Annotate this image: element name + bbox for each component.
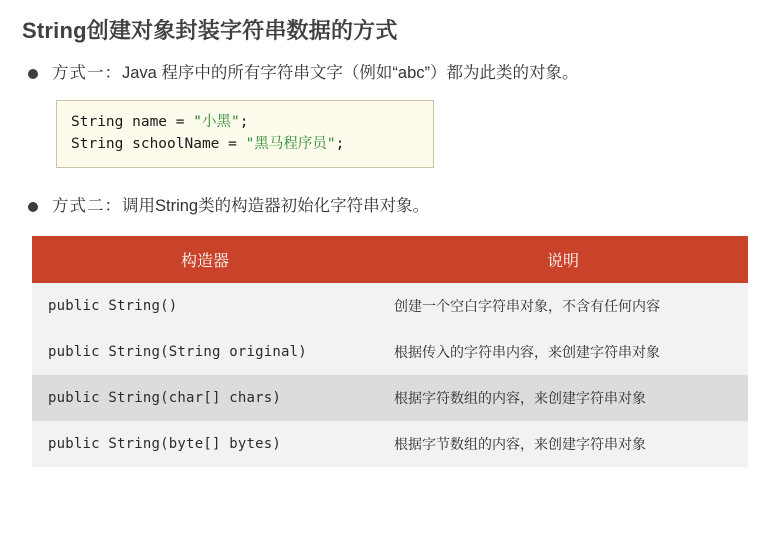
table-row [32,421,748,467]
code-line-1-pre: String name = [71,113,194,130]
code-line-2 [71,133,421,155]
table-header-constructor: 构造器 [32,236,378,283]
table-row [32,375,748,421]
bullet-item-1-text [52,61,579,86]
table-cell-constructor: public String(String original) [32,329,378,375]
constructor-table [32,236,748,467]
table-cell-description: 根据传入的字符串内容，来创建字符串对象 [378,329,748,375]
bullet-item-2-text [52,194,429,219]
table-cell-constructor: public String(byte[] bytes) [32,421,378,467]
table-head [32,236,748,283]
code-snippet-box [56,100,434,168]
section-spacer [22,168,738,194]
page-title: String创建对象封装字符串数据的方式 [22,18,398,43]
code-line-1-post: ; [239,113,249,130]
bullet-item-2 [22,194,738,219]
table-body [32,283,748,467]
bullet-dot-icon [28,202,38,212]
bullet-item-1-label: 方式一： [52,64,122,82]
table-cell-description: 根据字节数组的内容，来创建字符串对象 [378,421,748,467]
bullet-item-2-body: 调用String类的构造器初始化字符串对象。 [122,196,430,215]
bullet-item-1-body: Java 程序中的所有字符串文字（例如“abc”）都为此类的对象。 [122,64,579,82]
code-line-1 [71,111,421,133]
code-line-1-string: "小黑" [193,113,240,130]
code-line-2-pre: String schoolName = [71,136,246,153]
table-cell-constructor: public String(char[] chars) [32,375,378,421]
table-cell-constructor: public String() [32,283,378,329]
table-cell-description: 创建一个空白字符串对象，不含有任何内容 [378,283,748,329]
table-cell-description: 根据字符数组的内容，来创建字符串对象 [378,375,748,421]
table-header-row [32,236,748,283]
code-line-2-post: ; [335,136,345,153]
bullet-item-1 [22,61,738,86]
table-row [32,329,748,375]
bullet-dot-icon [28,69,38,79]
bullet-item-2-label: 方式二： [52,196,122,215]
code-line-2-string: "黑马程序员" [245,136,336,153]
table-header-description: 说明 [378,236,748,283]
table-row [32,283,748,329]
